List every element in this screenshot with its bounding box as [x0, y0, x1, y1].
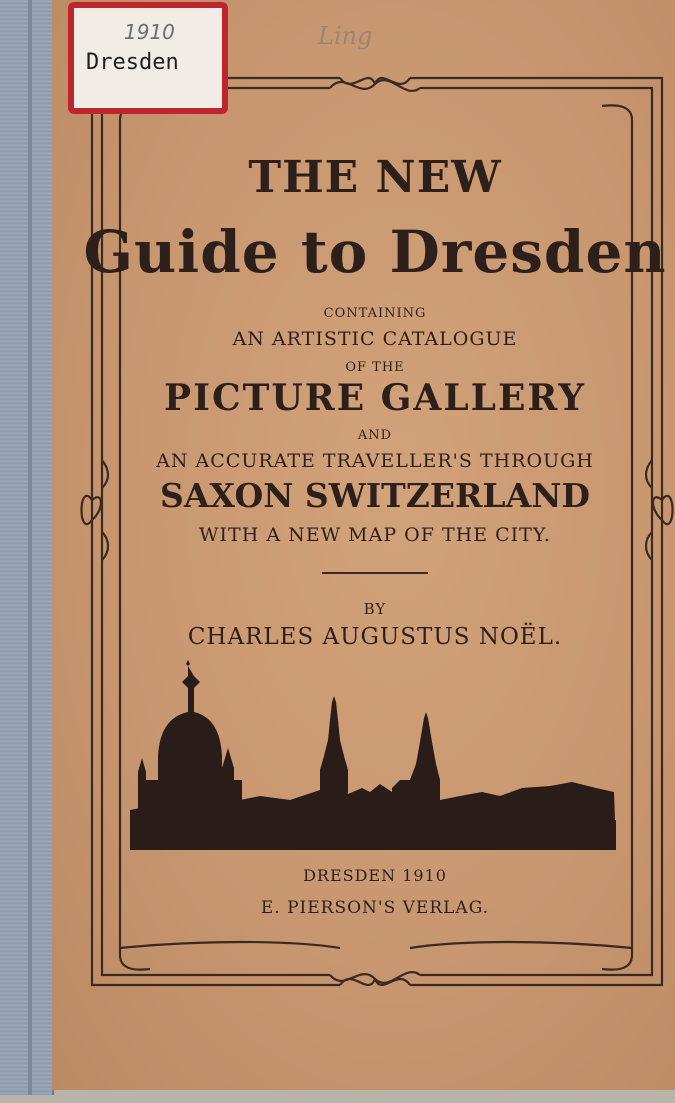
author-name: CHARLES AUGUSTUS NOËL.: [187, 624, 563, 650]
divider-rule: [322, 572, 428, 574]
label-year: 1910: [124, 20, 175, 44]
by-text: BY: [363, 600, 387, 618]
saxon-switzerland-heading: SAXON SWITZERLAND: [160, 476, 590, 515]
new-map-text: WITH A NEW MAP OF THE CITY.: [199, 524, 551, 546]
containing-text: CONTAINING: [323, 306, 427, 321]
and-text: AND: [357, 428, 393, 443]
artistic-catalogue-text: AN ARTISTIC CATALOGUE: [232, 328, 518, 350]
pencil-annotation: Ling: [318, 22, 373, 50]
title-line-2: Guide to Dresden: [83, 218, 667, 286]
of-the-text: OF THE: [345, 360, 405, 375]
place-year-text: DRESDEN 1910: [303, 866, 447, 885]
library-label: [68, 2, 228, 114]
picture-gallery-heading: PICTURE GALLERY: [164, 377, 586, 419]
publisher-text: E. PIERSON'S VERLAG.: [260, 898, 490, 918]
dresden-skyline-silhouette: [130, 660, 618, 854]
label-city: Dresden: [86, 50, 179, 75]
accurate-traveller-text: AN ACCURATE TRAVELLER'S THROUGH: [156, 450, 594, 472]
title-line-1: THE NEW: [248, 152, 502, 203]
